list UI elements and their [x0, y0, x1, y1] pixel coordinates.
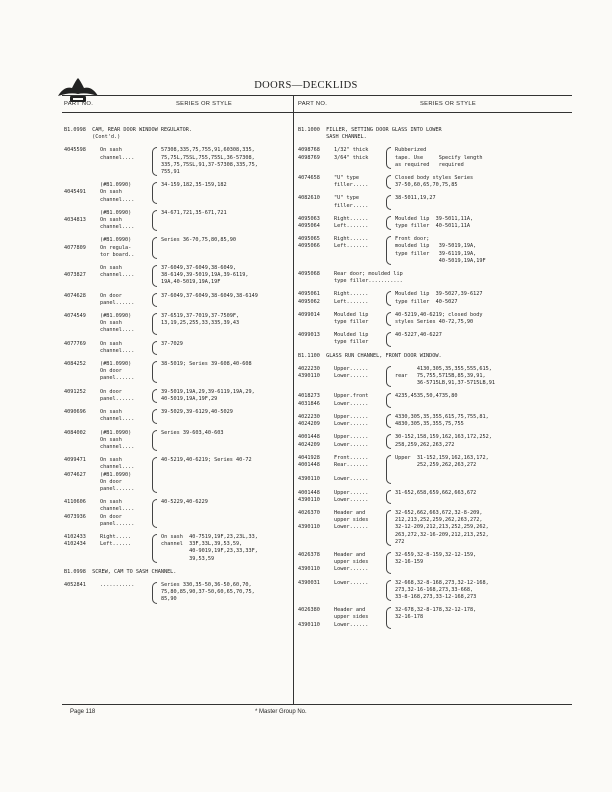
part-description: Front...... Rear....... Lower...... — [334, 454, 369, 483]
brace — [152, 293, 157, 307]
series-detail: 37-6049,37-6049,38-6049, 38-6149,39-5019,19A,39-6119, 19A,40-5019,19A,19F — [161, 265, 249, 286]
part-description: Upper...... Lower...... — [334, 434, 369, 448]
parts-entry — [298, 312, 570, 326]
parts-entry — [64, 237, 290, 259]
part-description: On sash channel.... — [100, 409, 135, 423]
part-number: 4022230 4024209 — [298, 413, 320, 428]
series-detail: 38-5019; Series 39-608,40-608 — [161, 361, 252, 368]
section-heading: B1.1100 GLASS RUN CHANNEL, FRONT DOOR WINDOW. — [298, 352, 442, 359]
part-number: 4026380 4390110 — [298, 607, 320, 628]
series-detail: 30-152,158,159,162,163,172,252, 258,259,262,263,272 — [395, 434, 492, 448]
parts-entry — [298, 580, 570, 602]
brace — [152, 210, 157, 232]
footnote: * Master Group No. — [255, 709, 307, 715]
part-number: 4084252 — [64, 361, 86, 368]
part-number: 4074658 — [298, 175, 320, 182]
part-description: On sash channel.... (#B1.0990) On door panel...... — [100, 457, 135, 492]
brace — [386, 490, 391, 504]
series-detail: 40-5219,40-6219; closed body styles Series 40-72,75,90 — [395, 311, 483, 326]
left-part-no-header: PART NO. — [64, 101, 94, 107]
part-description: Rear door; moulded lip type filler........... — [334, 271, 403, 285]
series-detail: Series 330,35-50,36-50,60,70, 75,80,85,90,37-50,60,65,70,75, 85,90 — [161, 581, 255, 603]
right-column — [298, 125, 570, 635]
part-description: "U" type filler..... — [334, 175, 369, 189]
series-detail: 31-652,658,659,662,663,672 — [395, 489, 477, 496]
part-number: 4026370 4390110 — [298, 509, 320, 531]
part-number: 4098768 4098769 — [298, 147, 320, 161]
parts-entry — [64, 293, 290, 307]
series-detail: Rubberized tape. Use Specify length as required required — [395, 147, 483, 168]
series-detail: Moulded lip 39-5011,11A, type filler 40-5011,11A — [395, 215, 474, 230]
series-detail: Closed body styles Series 37-50,60,65,70,75,85 — [395, 175, 474, 189]
part-description: Upper...... Lower...... — [334, 365, 369, 380]
series-detail: Upper 31-152,159,162,163,172, 252,259,262,263,272 — [395, 454, 489, 468]
parts-entry — [298, 216, 570, 230]
part-description: On sash channel.... — [100, 340, 135, 354]
part-number: 4077769 — [64, 340, 86, 347]
parts-entry — [298, 147, 570, 169]
parts-entry — [64, 499, 290, 528]
parts-entry — [298, 510, 570, 546]
parts-entry — [64, 210, 290, 232]
part-description: Upper...... Lower...... — [334, 489, 369, 503]
part-number: 4095063 4095064 — [298, 215, 320, 230]
parts-entry — [298, 366, 570, 388]
part-description: (#B1.0990) On sash channel.... — [100, 313, 135, 334]
brace — [386, 236, 391, 265]
series-detail: 4130,305,35,355,555,615, rear 75,755,5715B,85,39,91, 36-5715LB,91,37-5715LB,91 — [395, 365, 495, 387]
part-description: On sash channel.... — [100, 265, 135, 279]
series-detail: 39-5029,39-6129,40-5029 — [161, 409, 233, 416]
part-description: On sash channel.... — [100, 147, 135, 161]
part-number: 4095061 4095062 — [298, 291, 320, 305]
parts-entry — [64, 457, 290, 493]
brace — [152, 430, 157, 452]
part-description: On door panel...... — [100, 292, 135, 306]
brace — [386, 332, 391, 346]
series-detail: 32-652,662,663,672,32-8-209, 212,213,252,259,262,263,272, 32-12-209,212,213,252,259,262, 263,272,32-16-209,212,213,252, 272 — [395, 509, 489, 545]
part-description: Right...... Left....... — [334, 215, 369, 230]
brace — [152, 265, 157, 287]
series-detail: 32-668,32-8-168,273,32-12-168, 273,32-16-168,273,33-668, 33-8-168,273,33-12-168,273 — [395, 579, 489, 600]
brace — [152, 313, 157, 335]
page-title: DOORS—DECKLIDS — [254, 80, 358, 91]
brace — [386, 510, 391, 546]
part-description: Moulded lip type filler — [334, 332, 369, 346]
parts-entry — [298, 291, 570, 305]
parts-entry — [64, 341, 290, 355]
part-number: 4095065 4095066 — [298, 236, 320, 250]
brace — [386, 414, 391, 428]
parts-entry — [298, 607, 570, 629]
brace — [152, 457, 157, 493]
series-detail: Series 36-70,75,80,85,90 — [161, 237, 236, 244]
part-number: 4077809 — [64, 244, 86, 251]
brace — [386, 147, 391, 169]
series-detail: 34-159,182,35-159,182 — [161, 182, 227, 189]
brace — [152, 389, 157, 403]
series-detail: 32-659,32-8-159,32-12-159, 32-16-159 — [395, 551, 477, 566]
brace — [152, 147, 157, 176]
part-number: 4074628 — [64, 292, 86, 299]
series-detail: 4235,4535,50,4735,80 — [395, 393, 458, 400]
brace — [386, 607, 391, 629]
part-number: 4001448 4024209 — [298, 434, 320, 448]
parts-entry — [298, 195, 570, 209]
part-number: 4110606 4073936 — [64, 499, 86, 520]
parts-entry — [298, 236, 570, 265]
footer-rule — [62, 704, 572, 705]
brace — [386, 366, 391, 388]
series-detail: Front door; moulded lip 39-5019,19A, type filler 39-6119,19A, 40-5019,19A,19F — [395, 236, 486, 264]
series-detail: 40-5219,40-6219; Series 40-72 — [161, 457, 252, 464]
parts-entry — [298, 552, 570, 574]
series-detail: 40-5227,40-6227 — [395, 332, 442, 339]
series-detail: 4330,305,35,355,615,75,755,81, 4830,305,35,355,75,755 — [395, 413, 489, 428]
part-number: 4001448 4390110 — [298, 489, 320, 503]
parts-entry — [298, 490, 570, 504]
left-column — [64, 125, 290, 610]
part-description: Header and upper sides Lower...... — [334, 551, 369, 573]
series-detail: 37-6519,37-7019,37-7509F, 13,19,25,255,33,335,39,43 — [161, 313, 240, 327]
parts-entry — [298, 175, 570, 189]
part-number: 4045491 — [64, 189, 86, 196]
part-description: "U" type filler..... — [334, 195, 369, 209]
brace — [386, 552, 391, 574]
section-heading: B1.1000 FILLER, SETTING DOOR GLASS INTO LOWER SASH CHANNEL. — [298, 127, 442, 141]
parts-entry — [64, 582, 290, 604]
series-detail: 38-5011,19,27 — [395, 195, 436, 202]
part-number: 4091252 — [64, 388, 86, 395]
part-number: 4041928 4001448 4390110 — [298, 454, 320, 483]
part-description: (#B1.0990) On sash channel.... — [100, 429, 135, 450]
series-detail: 37-6049,37-6049,38-6049,38-6149 — [161, 292, 258, 299]
part-description: (#B1.0990) On door panel...... — [100, 361, 135, 382]
parts-entry — [298, 332, 570, 346]
brace — [152, 499, 157, 528]
series-detail: Moulded lip 39-5027,39-6127 type filler 40-5027 — [395, 291, 483, 305]
series-detail: On sash 40-7519,19F,23,23L,33, channel 33F,33L,39,53,59, 40-9019,19F,23,33,33F, 39,53,59 — [161, 533, 258, 562]
part-number: 4102433 4102434 — [64, 533, 86, 548]
parts-entry — [64, 430, 290, 452]
part-number: 4073827 — [64, 272, 86, 279]
brace — [386, 291, 391, 305]
part-number: 4084002 — [64, 429, 86, 436]
parts-entry — [64, 313, 290, 335]
part-number: 4090696 — [64, 409, 86, 416]
part-number: 4099471 4074627 — [64, 457, 86, 478]
part-description: Upper...... Lower...... — [334, 413, 369, 428]
part-number: 4390031 — [298, 579, 320, 586]
section-heading: B1.0998 CAM, REAR DOOR WINDOW REGULATOR. (Cont'd.) — [64, 127, 193, 141]
brace — [386, 195, 391, 209]
brace — [152, 361, 157, 383]
part-description: 1/32" thick 3/64" thick — [334, 147, 369, 161]
header-rule-top — [62, 95, 572, 96]
series-detail: Series 39-603,40-603 — [161, 429, 224, 436]
brace — [386, 216, 391, 230]
part-number: 4052841 — [64, 581, 86, 588]
part-number: 4026378 4390110 — [298, 551, 320, 573]
column-divider — [293, 95, 294, 705]
section-heading: B1.0998 SCREW, CAM TO SASH CHANNEL. — [64, 568, 177, 575]
part-description: Header and upper sides Lower...... — [334, 509, 369, 531]
brace — [152, 237, 157, 259]
part-description: Right...... Left....... — [334, 236, 369, 250]
part-number: 4022230 4390110 — [298, 365, 320, 380]
part-description: Right...... Left....... — [334, 291, 369, 305]
brace — [386, 580, 391, 602]
brace — [386, 455, 391, 484]
brace — [152, 534, 157, 563]
right-series-header: SERIES OR STYLE — [420, 101, 477, 107]
header-rule-bottom — [62, 112, 572, 113]
parts-entry — [298, 414, 570, 428]
brace — [386, 312, 391, 326]
brace — [152, 182, 157, 204]
series-detail: 39-5019,19A,29,39-6119,19A,29, 40-5019,19A,19F,29 — [161, 388, 255, 402]
brace — [386, 434, 391, 448]
series-detail: 57308,335,75,755,91,60308,335, 75,75L,75SL,755,755L,36-57308, 335,75,75SL,91,37-57308,335,75, 755,91 — [161, 147, 258, 176]
part-number: 4082610 — [298, 195, 320, 202]
series-detail: 34-671,721,35-671,721 — [161, 209, 227, 216]
parts-entry — [298, 393, 570, 407]
parts-entry — [64, 534, 290, 563]
parts-entry — [64, 182, 290, 204]
brace — [152, 582, 157, 604]
part-number: 4018273 4031846 — [298, 393, 320, 407]
part-number: 4099014 — [298, 311, 320, 318]
brace — [152, 409, 157, 423]
page-number: Page 118 — [70, 709, 96, 715]
parts-entry — [64, 147, 290, 176]
part-description: (#B1.0990) On sash channel.... — [100, 182, 135, 203]
part-description: Moulded lip type filler — [334, 311, 369, 326]
left-series-header: SERIES OR STYLE — [176, 101, 233, 107]
parts-entry — [64, 409, 290, 423]
part-description: Right..... Left...... — [100, 533, 132, 548]
parts-entry — [298, 434, 570, 448]
part-description: On sash channel.... On door panel...... — [100, 499, 135, 527]
part-number: 4045598 — [64, 147, 86, 154]
series-detail: 32-678,32-8-178,32-12-178, 32-16-178 — [395, 607, 477, 621]
part-description: ........... — [100, 581, 135, 588]
parts-entry — [298, 455, 570, 484]
brace — [386, 175, 391, 189]
parts-entry — [64, 389, 290, 403]
brace — [152, 341, 157, 355]
right-part-no-header: PART NO. — [298, 101, 328, 107]
part-number: 4074549 — [64, 313, 86, 320]
parts-entry — [64, 361, 290, 383]
part-description: (#B1.0990) On sash channel.... — [100, 209, 135, 231]
part-number: 4095068 — [298, 271, 320, 278]
part-number: 4099013 — [298, 332, 320, 339]
part-description: Upper.front Lower...... — [334, 393, 369, 407]
series-detail: 37-7029 — [161, 340, 183, 347]
series-detail: 40-5229,40-6229 — [161, 499, 208, 506]
part-description: Lower...... — [334, 579, 369, 586]
part-description: On door panel...... — [100, 388, 135, 402]
part-description: (#B1.0990) On regula- tor board.. — [100, 237, 135, 258]
part-description: Header and upper sides Lower...... — [334, 607, 369, 628]
part-number: 4034813 — [64, 217, 86, 224]
brace — [386, 393, 391, 407]
parts-entry — [64, 265, 290, 287]
parts-entry — [298, 271, 570, 285]
